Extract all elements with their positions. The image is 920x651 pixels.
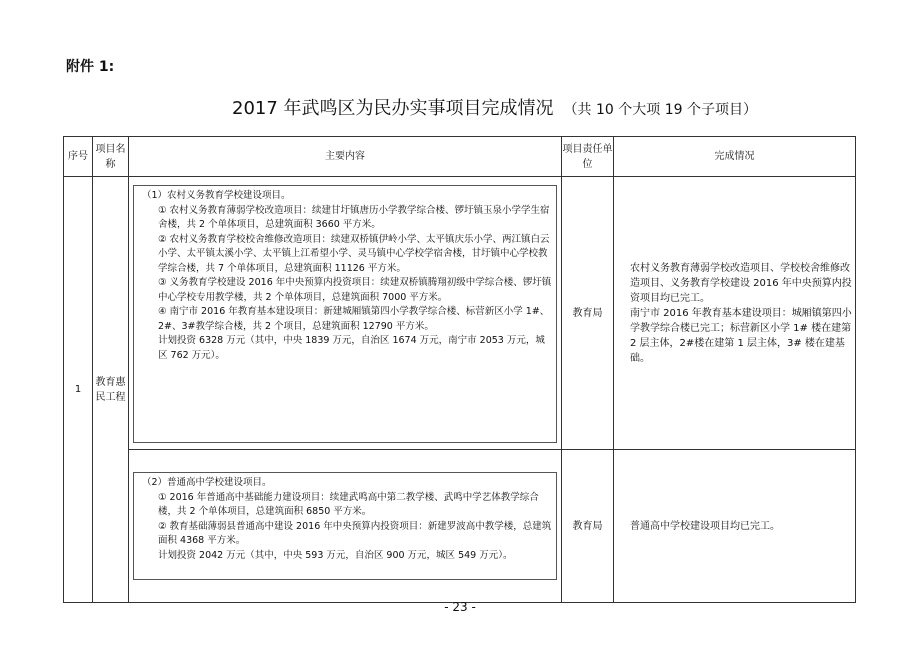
projects-table <box>63 136 856 603</box>
status-cell-1 <box>614 177 856 450</box>
header-index: 序号 <box>64 137 93 177</box>
status-line: 农村义务教育薄弱学校改造项目、学校校舍维修改造项目、义务教育学校建设 2016 年中央预算内投资项目均已完工。 <box>630 262 852 304</box>
table-row <box>64 177 856 450</box>
table-row <box>64 450 856 603</box>
header-status: 完成情况 <box>614 137 856 177</box>
content-line: 计划投资 6328 万元（其中，中央 1839 万元，自治区 1674 万元，南宁市 2053 万元，城区 762 万元）。 <box>158 335 545 361</box>
content-box-2 <box>133 472 557 580</box>
status-line: 南宁市 2016 年教育基本建设项目：城厢镇第四小学教学综合楼已完工；标营新区小学 1# 楼在建第 2 层主体，2#楼在建第 1 层主体，3# 楼在建基础。 <box>630 307 852 364</box>
row-index: 1 <box>64 177 93 603</box>
unit-cell-2: 教育局 <box>562 450 614 603</box>
unit-cell-1: 教育局 <box>562 177 614 450</box>
attachment-label: 附件 1: <box>66 59 115 75</box>
content-line: 计划投资 2042 万元（其中，中央 593 万元，自治区 900 万元，城区 549 万元）。 <box>158 549 513 561</box>
row-name: 教育惠民工程 <box>93 177 129 603</box>
content-line: ④ 南宁市 2016 年教育基本建设项目：新建城厢镇第四小学教学综合楼、标营新区小学 1#、2#、3#教学综合楼，共 2 个项目，总建筑面积 12790 平方米。 <box>158 306 550 332</box>
title-sub: （共 10 个大项 19 个子项目） <box>563 102 757 118</box>
content-box-1 <box>133 185 557 443</box>
content-line: （2）普通高中学校建设项目。 <box>142 477 272 488</box>
content-line: （1）农村义务教育学校建设项目。 <box>142 190 291 201</box>
header-unit: 项目责任单位 <box>562 137 614 177</box>
header-content: 主要内容 <box>129 137 562 177</box>
title-main: 2017 年武鸣区为民办实事项目完成情况 <box>232 98 554 119</box>
page-title <box>232 94 757 120</box>
content-line: ② 农村义务教育学校校舍维修改造项目：续建双桥镇伊岭小学、太平镇庆乐小学、两江镇白云小学、太平镇太溪小学、太平镇上江希望小学、灵马镇中心学校学宿舍楼，甘圩镇中心学校教学综合楼，共 7 个单体项目，总建筑面积 11126 平方米。 <box>158 233 550 274</box>
content-line: ③ 义务教育学校建设 2016 年中央预算内投资项目：续建双桥镇腾翔初级中学综合楼、锣圩镇中心学校专用教学楼，共 2 个单体项目，总建筑面积 7000 平方米。 <box>158 277 552 303</box>
content-line: ② 教育基础薄弱县普通高中建设 2016 年中央预算内投资项目：新建罗波高中教学楼，总建筑面积 4368 平方米。 <box>158 520 552 546</box>
content-cell-2 <box>129 450 562 603</box>
table-header-row <box>64 137 856 177</box>
status-cell-2 <box>614 450 856 603</box>
content-line: ① 2016 年普通高中基础能力建设项目：续建武鸣高中第二教学楼、武鸣中学艺体教学综合楼，共 2 个单体项目，总建筑面积 6850 平方米。 <box>158 491 539 517</box>
header-name: 项目名称 <box>93 137 129 177</box>
page-number: - 23 - <box>444 600 476 614</box>
content-cell-1 <box>129 177 562 450</box>
status-line: 普通高中学校建设项目均已完工。 <box>630 520 780 532</box>
content-line: ① 农村义务教育薄弱学校改造项目：续建甘圩镇唐历小学教学综合楼、锣圩镇玉泉小学学生宿舍楼，共 2 个单体项目，总建筑面积 3660 平方米。 <box>158 204 550 230</box>
